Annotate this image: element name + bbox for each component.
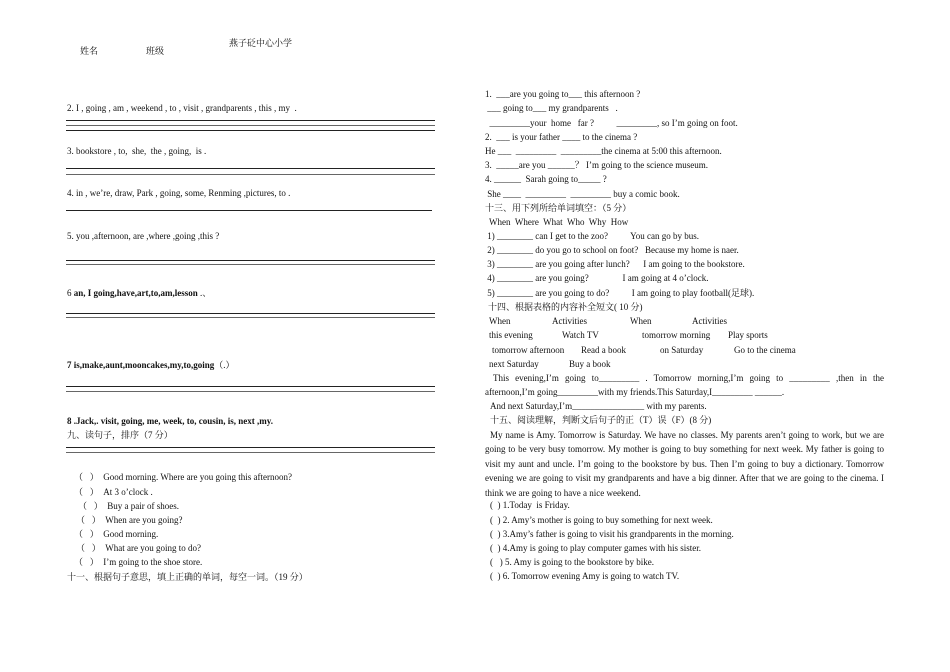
answer-line [66,452,435,453]
wh-question: 4) ________ are you going? I am going at 4 o’clock. [485,273,709,283]
answer-line [66,264,435,265]
table-header: Activities [692,316,727,326]
table-header: When [630,316,652,326]
class-label: 班级 [146,46,165,56]
answer-line [66,260,435,261]
ordering-item: （ ） Buy a pair of shoes. [78,501,179,511]
ordering-item: （ ） What are you going to do? [76,543,201,553]
answer-line [66,313,435,314]
name-label: 姓名 [80,46,99,56]
answer-line [66,386,435,387]
question-3: 3. bookstore , to, she, the , going, is . [67,146,207,156]
section-14-paragraph: This evening,I’m going to_________ . Tomorrow morning,I’m going to _________ ,then in the afternoon,I’m going_________with my friends.This Saturday,I_________ ______. [485,373,884,398]
section-11-title: 十一、根据句子意思，填上正确的单词，每空一词。（19 分） [67,572,308,582]
answer-line [66,130,435,131]
answer-line [66,125,435,126]
true-false-item: ( ) 6. Tomorrow evening Amy is going to watch TV. [490,571,680,581]
question-4: 4. in , we’re, draw, Park , going, some, Renming ,pictures, to . [67,188,291,198]
question-8: 8 .Jack,. visit, going, me, week, to, cousin, is, next ,my. [67,416,273,426]
fill-line: He ___ _________ _________the cinema at 5:00 this afternoon. [485,146,722,156]
true-false-item: ( ) 3.Amy’s father is going to visit his grandparents in the morning. [490,529,734,539]
reading-passage: My name is Amy. Tomorrow is Saturday. We have no classes. My parents aren’t going to work, but we are going to be very busy tomorrow. My mother is going to buy something for next week. My father is going to visit my aunt and uncle. I’m going to the bookstore by bus. Then I’m going to buy a dictionary. Tomorrow evening we are going to visit my grandparents and have a big dinner. After that we are going to the cinema. I think we are going to have a nice weekend. [485,430,884,498]
true-false-item: ( ) 1.Today is Friday. [490,500,570,510]
table-cell: next Saturday [489,359,539,369]
fill-line: 3. _____are you ______？ I’m going to the science museum. [485,160,708,170]
fill-line: 2. ___ is your father ____ to the cinema ? [485,132,638,142]
question-7-number: 7 [67,360,74,370]
table-cell: Read a book [581,345,626,355]
fill-line: She ____ _________ _________ buy a comic book. [485,189,680,199]
table-cell: this evening [489,330,533,340]
section-15-title: 十五、阅读理解，判断文后句子的正（T）误（F）(8 分) [490,415,712,425]
fill-line: ___ going to___ my grandparents . [485,103,618,113]
true-false-item: ( ) 4.Amy is going to play computer games with his sister. [490,543,701,553]
section-14-paragraph-end: And next Saturday,I’m________________ with my parents. [490,401,707,411]
answer-line [66,120,435,121]
question-7 [67,360,235,371]
question-2: 2. I , going , am , weekend , to , visit , grandparents , this , my . [67,103,297,113]
wh-question: 2) ________ do you go to school on foot? Because my home is naer. [485,245,739,255]
answer-line [66,210,432,211]
answer-line [66,391,435,392]
question-7-tail: （.） [214,360,235,370]
word-bank: When Where What Who Why How [489,217,629,227]
section-14-title: 十四、根据表格的内容补全短文( 10 分) [488,302,643,312]
wh-question: 1) ________ can I get to the zoo? You can go by bus. [485,231,699,241]
answer-line [66,447,435,448]
question-6 [67,288,211,299]
table-cell: Go to the cinema [734,345,796,355]
table-cell: Buy a book [569,359,611,369]
ordering-item: （ ） When are you going? [76,515,183,525]
true-false-item: ( ) 2. Amy’s mother is going to buy something for next week. [490,515,713,525]
table-cell: Play sports [728,330,768,340]
ordering-item: （ ） Good morning. Where are you going this afternoon? [74,472,293,482]
table-cell: on Saturday [660,345,704,355]
question-6-tail: .、 [197,288,212,298]
answer-line [66,174,435,175]
question-5: 5. you ,afternoon, are ,where ,going ,this ? [67,231,220,241]
section-9-title: 九、读句子，排序（7 分） [67,430,173,440]
true-false-item: ( ) 5. Amy is going to the bookstore by bike. [490,557,654,567]
question-7-words: is,make,aunt,mooncakes,my,to,going [73,360,215,370]
answer-line [66,317,435,318]
table-cell: tomorrow afternoon [492,345,565,355]
table-cell: tomorrow morning [642,330,711,340]
section-13-title: 十三、用下列所给单词填空：（5 分） [485,203,632,213]
school-name: 燕子砭中心小学 [229,38,293,48]
question-6-words: an, I going,have,art,to,am,lesson [73,288,198,298]
table-header: When [489,316,511,326]
ordering-item: （ ） At 3 o’clock . [74,487,153,497]
fill-line: 4. ______ Sarah going to_____ ? [485,174,607,184]
question-6-number: 6 [67,288,74,298]
ordering-item: （ ） I’m going to the shoe store. [74,557,203,567]
ordering-item: （ ） Good morning. [74,529,159,539]
fill-line: 1. ___are you going to___ this afternoon ? [485,89,641,99]
wh-question: 3) ________ are you going after lunch? I am going to the bookstore. [485,259,745,269]
answer-line [66,168,435,169]
wh-question: 5) ________ are you going to do? I am going to play football(足球). [485,288,755,298]
table-cell: Watch TV [562,330,599,340]
table-header: Activities [552,316,587,326]
fill-line: _________your home far ? _________, so I’m going on foot. [485,118,738,128]
